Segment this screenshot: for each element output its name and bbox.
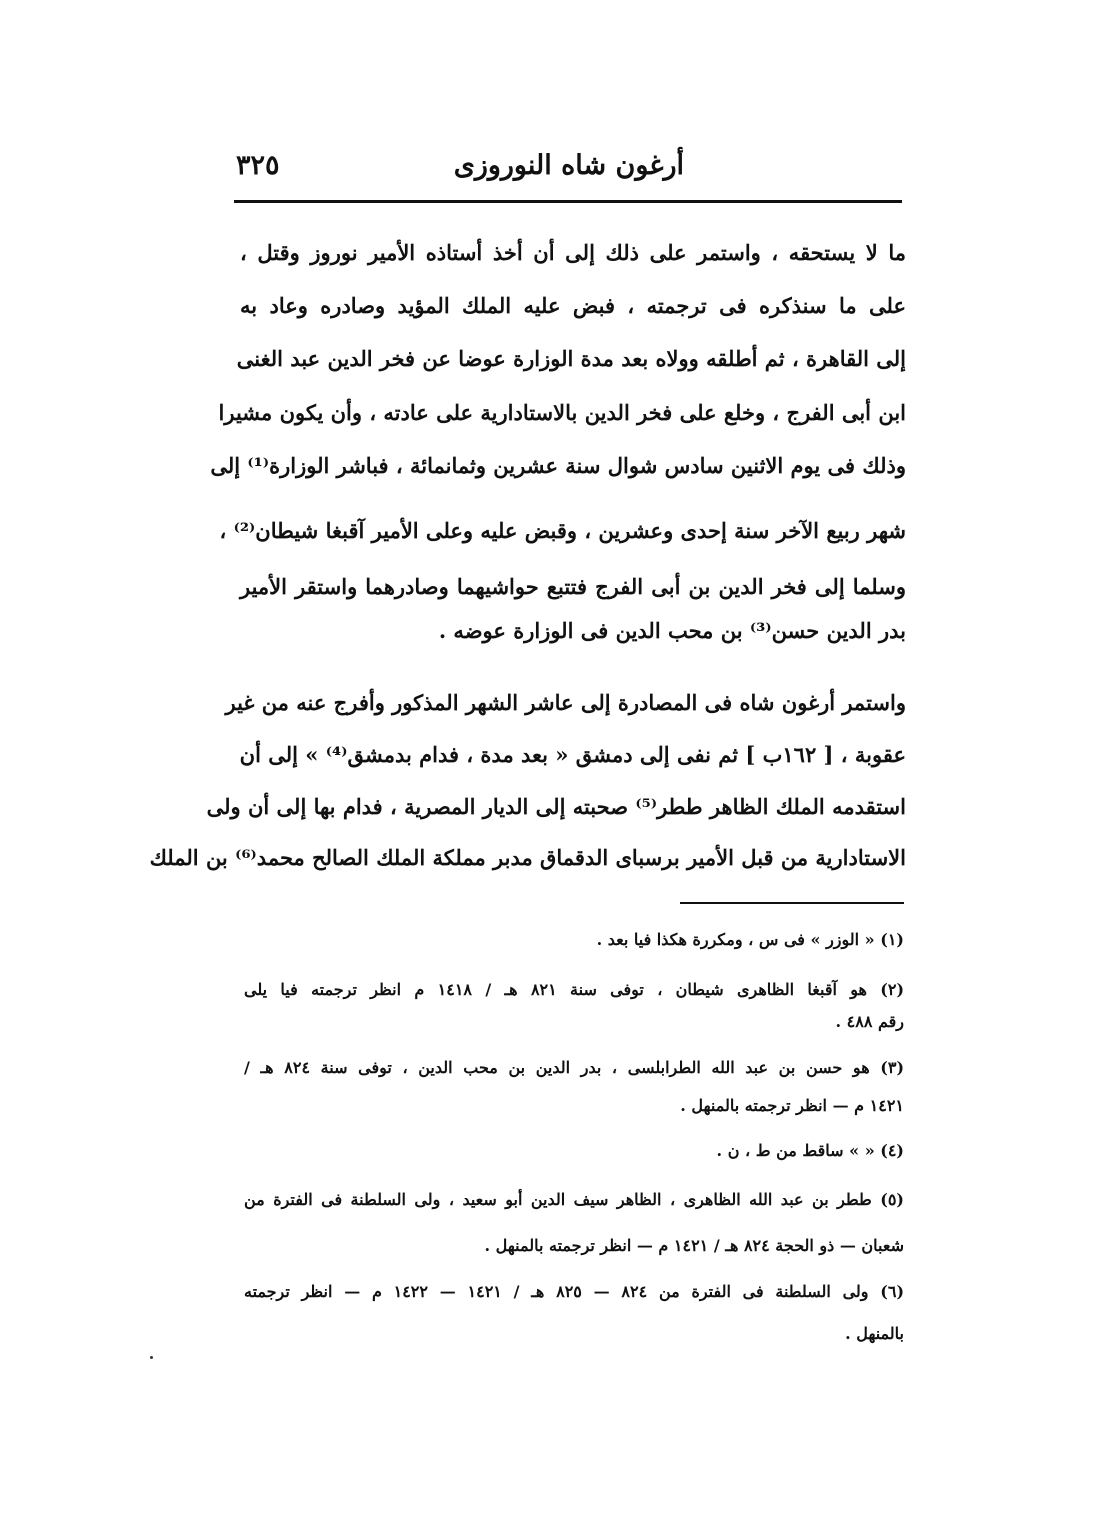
running-title: أرغون شاه النوروزى — [453, 150, 684, 181]
footnote-3-line-2: ١٤٢١ م — انظر ترجمته بالمنهل . — [680, 1096, 904, 1115]
paragraph-2-line-4: الاستادارية من قبل الأمير برسباى الدقماق مدبر مملكة الملك الصالح محمد⁽⁶⁾ بن الملك — [149, 845, 906, 870]
scan-speck — [150, 1356, 153, 1359]
footnote-6-line-2: بالمنهل . — [845, 1324, 904, 1343]
paragraph-2-line-3: استقدمه الملك الظاهر ططر⁽⁵⁾ صحبته إلى الديار المصرية ، فدام بها إلى أن ولى — [206, 794, 906, 819]
header-rule — [234, 200, 902, 203]
footnote-6-line-1: (٦) ولى السلطنة فى الفترة من ٨٢٤ — ٨٢٥ هـ / ١٤٢١ — ١٤٢٢ م — انظر ترجمته — [244, 1282, 905, 1301]
paragraph-1-line-2: على ما سنذكره فى ترجمته ، فبض عليه الملك المؤيد وصادره وعاد به — [240, 293, 906, 318]
paragraph-1-line-3: إلى القاهرة ، ثم أطلقه وولاه بعد مدة الوزارة عوضا عن فخر الدين عبد الغنى — [236, 346, 906, 371]
footnote-1: (١) « الوزر » فى س ، ومكررة هكذا فيا بعد . — [596, 930, 904, 949]
paragraph-1-line-6: شهر ربيع الآخر سنة إحدى وعشرين ، وقبض عليه وعلى الأمير آقبغا شيطان⁽²⁾ ، — [219, 518, 906, 543]
page-header — [236, 150, 900, 190]
footnote-2-line-2: رقم ٤٨٨ . — [835, 1012, 904, 1031]
footnote-3-line-1: (٣) هو حسن بن عبد الله الطرابلسى ، بدر الدين بن محب الدين ، توفى سنة ٨٢٤ هـ / — [244, 1058, 905, 1077]
footnote-5-line-2: شعبان — ذو الحجة ٨٢٤ هـ / ١٤٢١ م — انظر ترجمته بالمنهل . — [484, 1236, 904, 1255]
paragraph-2-line-2: عقوبة ، [ ١٦٢ب ] ثم نفى إلى دمشق « بعد مدة ، فدام بدمشق⁽⁴⁾ » إلى أن — [239, 742, 906, 767]
paragraph-1-line-7: وسلما إلى فخر الدين بن أبى الفرج فتتبع حواشيهما وصادرهما واستقر الأمير — [240, 574, 906, 599]
page-number: ٣٢٥ — [236, 150, 280, 181]
footnote-separator — [680, 902, 904, 904]
paragraph-1-line-1: ما لا يستحقه ، واستمر على ذلك إلى أن أخذ أستاذه الأمير نوروز وقتل ، — [240, 240, 906, 265]
paragraph-1-line-8: بدر الدين حسن⁽³⁾ بن محب الدين فى الوزارة عوضه . — [438, 618, 906, 643]
footnote-4: (٤) « » ساقط من ط ، ن . — [716, 1141, 904, 1160]
footnote-2-line-1: (٢) هو آقبغا الظاهرى شيطان ، توفى سنة ٨٢١ هـ / ١٤١٨ م انظر ترجمته فيا يلى — [244, 980, 905, 999]
paragraph-1-line-5: وذلك فى يوم الاثنين سادس شوال سنة عشرين وثمانمائة ، فباشر الوزارة⁽¹⁾ إلى — [210, 453, 906, 478]
paragraph-2-line-1: واستمر أرغون شاه فى المصادرة إلى عاشر الشهر المذكور وأفرج عنه من غير — [225, 690, 906, 715]
paragraph-1-line-4: ابن أبى الفرج ، وخلع على فخر الدين بالاستادارية على عادته ، وأن يكون مشيرا — [218, 400, 906, 425]
footnote-5-line-1: (٥) ططر بن عبد الله الظاهرى ، الظاهر سيف الدين أبو سعيد ، ولى السلطنة فى الفترة من — [244, 1190, 904, 1209]
